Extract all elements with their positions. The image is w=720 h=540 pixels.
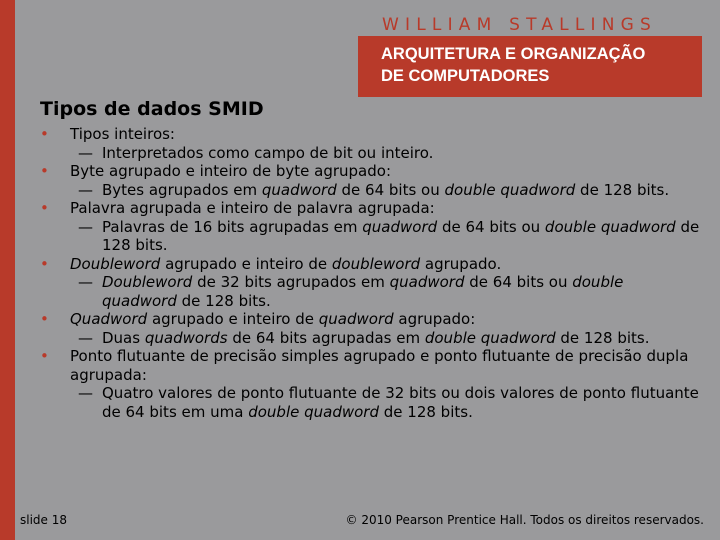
sub-text: Duas quadwords de 64 bits agrupadas em double quadword de 128 bits. bbox=[102, 328, 650, 347]
bullet-text: Doubleword agrupado e inteiro de doubleword agrupado. bbox=[70, 254, 502, 273]
bullet-icon: • bbox=[40, 125, 49, 143]
bullet-item bbox=[40, 310, 700, 329]
sub-text: Interpretados como campo de bit ou inteiro. bbox=[102, 143, 434, 162]
bullet-item bbox=[40, 199, 700, 218]
dash-icon: — bbox=[78, 180, 93, 199]
slide-number: slide 18 bbox=[20, 513, 68, 527]
sub-item bbox=[40, 144, 700, 163]
book-title-box bbox=[358, 36, 702, 97]
dash-icon: — bbox=[78, 273, 93, 291]
bullet-item bbox=[40, 255, 700, 274]
dash-icon: — bbox=[78, 217, 93, 236]
bullet-icon: • bbox=[40, 254, 49, 273]
copyright-notice: © 2010 Pearson Prentice Hall. Todos os direitos reservados. bbox=[345, 513, 704, 527]
book-title-line-2: DE COMPUTADORES bbox=[381, 67, 550, 85]
sub-text: Palavras de 16 bits agrupadas em quadword de 64 bits ou double quadword de 128 bits. bbox=[102, 217, 700, 254]
dash-icon: — bbox=[78, 384, 93, 402]
bullet-text: Quadword agrupado e inteiro de quadword agrupado: bbox=[70, 310, 476, 328]
sub-text: Quatro valores de ponto flutuante de 32 bits ou dois valores de ponto flutuante de 64 bits em uma double quadword de 128 bits. bbox=[102, 384, 699, 421]
bullet-text: Palavra agrupada e inteiro de palavra agrupada: bbox=[70, 199, 435, 217]
bullet-icon: • bbox=[40, 347, 49, 365]
book-title-line-1: ARQUITETURA E ORGANIZAÇÃO bbox=[381, 45, 646, 63]
dash-icon: — bbox=[78, 143, 93, 162]
bullet-item bbox=[40, 125, 700, 144]
bullet-text: Byte agrupado e inteiro de byte agrupado: bbox=[70, 162, 391, 180]
bullet-icon: • bbox=[40, 310, 49, 328]
sub-item bbox=[40, 273, 700, 310]
sub-text: Doubleword de 32 bits agrupados em quadword de 64 bits ou double quadword de 128 bits. bbox=[102, 273, 624, 310]
sub-item bbox=[40, 329, 700, 348]
sub-item bbox=[40, 181, 700, 200]
bullet-item bbox=[40, 347, 700, 384]
slide-title: Tipos de dados SMID bbox=[40, 98, 264, 120]
sub-item bbox=[40, 218, 700, 255]
bullet-text: Ponto flutuante de precisão simples agrupado e ponto flutuante de precisão dupla agrupada: bbox=[70, 347, 689, 384]
author-name: WILLIAM STALLINGS bbox=[382, 15, 658, 35]
sub-text: Bytes agrupados em quadword de 64 bits ou double quadword de 128 bits. bbox=[102, 180, 670, 199]
left-accent-bar bbox=[0, 0, 15, 540]
sub-item bbox=[40, 384, 700, 421]
bullet-text: Tipos inteiros: bbox=[70, 125, 175, 143]
slide-content bbox=[40, 125, 700, 421]
bullet-icon: • bbox=[40, 162, 49, 180]
bullet-icon: • bbox=[40, 199, 49, 217]
bullet-item bbox=[40, 162, 700, 181]
dash-icon: — bbox=[78, 328, 93, 347]
